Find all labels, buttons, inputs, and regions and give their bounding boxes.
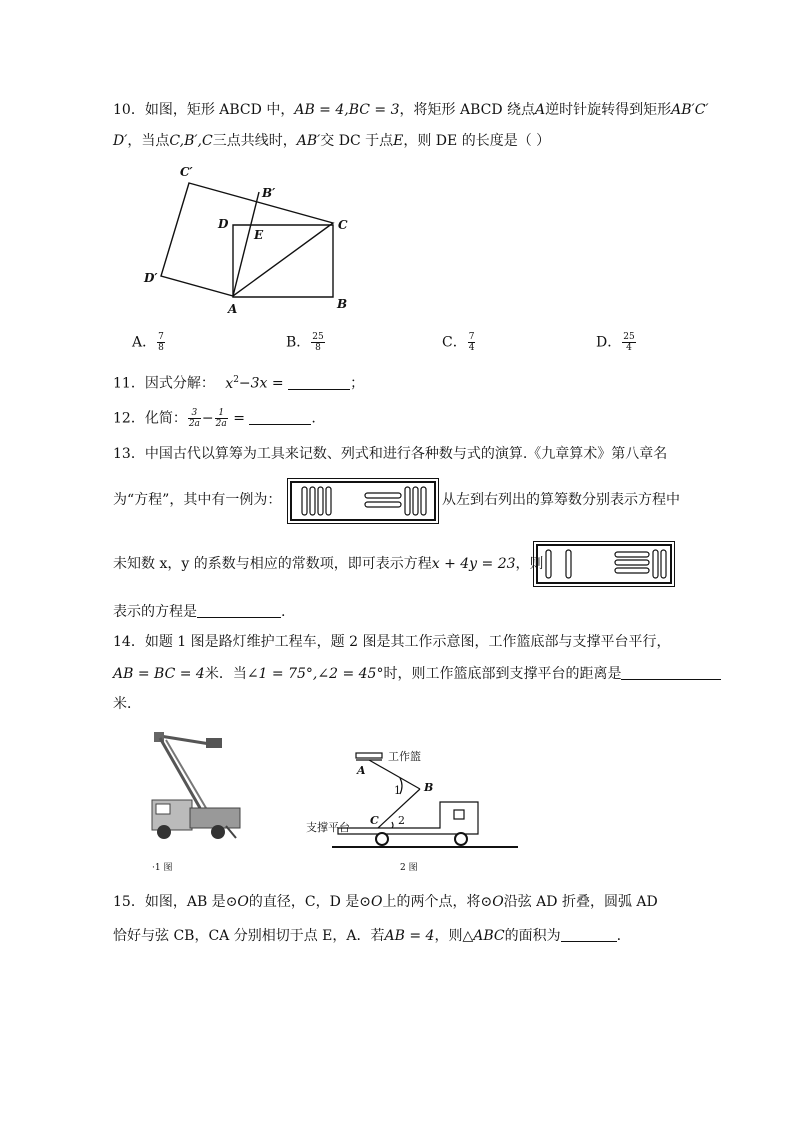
label-c: C <box>338 218 348 232</box>
label-angle-2: 2 <box>398 814 405 827</box>
label-fig2-a: A <box>357 764 366 777</box>
option-d[interactable]: D． $\frac{25}{4}$ <box>596 332 635 353</box>
q14-line-2: AB = BC = 4米．当∠1 = 75°,∠2 = 45°时，则工作篮底部到支撑平台的距离是 <box>113 664 721 684</box>
label-d-prime: D′ <box>144 271 158 285</box>
q14-answer-blank[interactable] <box>621 665 721 680</box>
q15-line-2: 恰好与弦 CB，CA 分别相切于点 E，A．若AB = 4，则△ABC的面积为 . <box>113 928 622 944</box>
q14-figure-1-truck <box>140 728 250 848</box>
q10-figure <box>140 160 360 320</box>
option-b[interactable]: B． $\frac{25}{8}$ <box>286 332 324 353</box>
label-work-basket: 工作篮 <box>388 750 421 763</box>
q15-answer-blank[interactable] <box>561 927 617 942</box>
label-angle-1: 1 <box>394 784 401 797</box>
q13-line-3: 未知数 x，y 的系数与相应的常数项，即可表示方程x + 4y = 23，则 <box>113 556 544 572</box>
label-fig2-c: C <box>370 814 379 827</box>
basket-shape <box>356 753 382 758</box>
q10-number: 10． <box>113 102 145 118</box>
q10-line-1: 10．如图，矩形 ABCD 中，AB = 4,BC = 3，将矩形 ABCD 绕点A逆时针旋转得到矩形AB′C′ <box>113 102 709 118</box>
label-e: E <box>254 228 264 242</box>
label-fig2-b: B <box>424 781 434 794</box>
q11-answer-blank[interactable] <box>288 375 350 390</box>
q12-line: 12．化简： $\frac{3}{2a}$ − $\frac{1}{2a}$ = . <box>113 408 316 429</box>
q14-line-1: 14．如题 1 图是路灯维护工程车，题 2 图是其工作示意图，工作篮底部与支撑平台平行， <box>113 634 671 650</box>
q11-line: 11．因式分解： $x^2-3x$ = ； <box>113 375 365 392</box>
q13-line-2-left: 为“方程”，其中有一例为： <box>113 492 282 508</box>
option-a[interactable]: A． $\frac{7}{8}$ <box>132 332 164 353</box>
q10-line-2: D′，当点C,B′,C三点共线时，AB′交 DC 于点E，则 DE 的长度是（ ） <box>113 133 551 149</box>
q13-line-1: 13．中国古代以算筹为工具来记数、列式和进行各种数与式的演算.《九章算术》第八章名 <box>113 446 668 462</box>
q13-line-2-right: 从左到右列出的算筹数分别表示方程中 <box>442 492 680 508</box>
label-b: B <box>337 297 348 311</box>
q13-answer-blank[interactable] <box>197 603 281 618</box>
q14-line-3: 米． <box>113 696 141 712</box>
counting-rods-example-2 <box>533 541 675 587</box>
q13-line-4: 表示的方程是 . <box>113 604 286 620</box>
label-c-prime: C′ <box>180 165 193 179</box>
q14-figure-1-caption: ·1 图 <box>152 863 173 873</box>
label-b-prime: B′ <box>262 186 276 200</box>
q14-figure-2-diagram <box>300 744 525 856</box>
option-c[interactable]: C． $\frac{7}{4}$ <box>442 332 475 353</box>
label-d: D <box>218 217 229 231</box>
q15-line-1: 15．如图，AB 是⊙O的直径，C，D 是⊙O上的两个点，将⊙O沿弦 AD 折叠，圆弧 AD <box>113 894 658 910</box>
label-support-platform: 支撑平台 <box>306 821 350 834</box>
truck-body <box>338 802 478 834</box>
label-a: A <box>228 302 238 316</box>
q14-figure-2-caption: 2 图 <box>400 863 418 873</box>
q12-answer-blank[interactable] <box>249 410 311 425</box>
counting-rods-example-1 <box>287 478 439 524</box>
